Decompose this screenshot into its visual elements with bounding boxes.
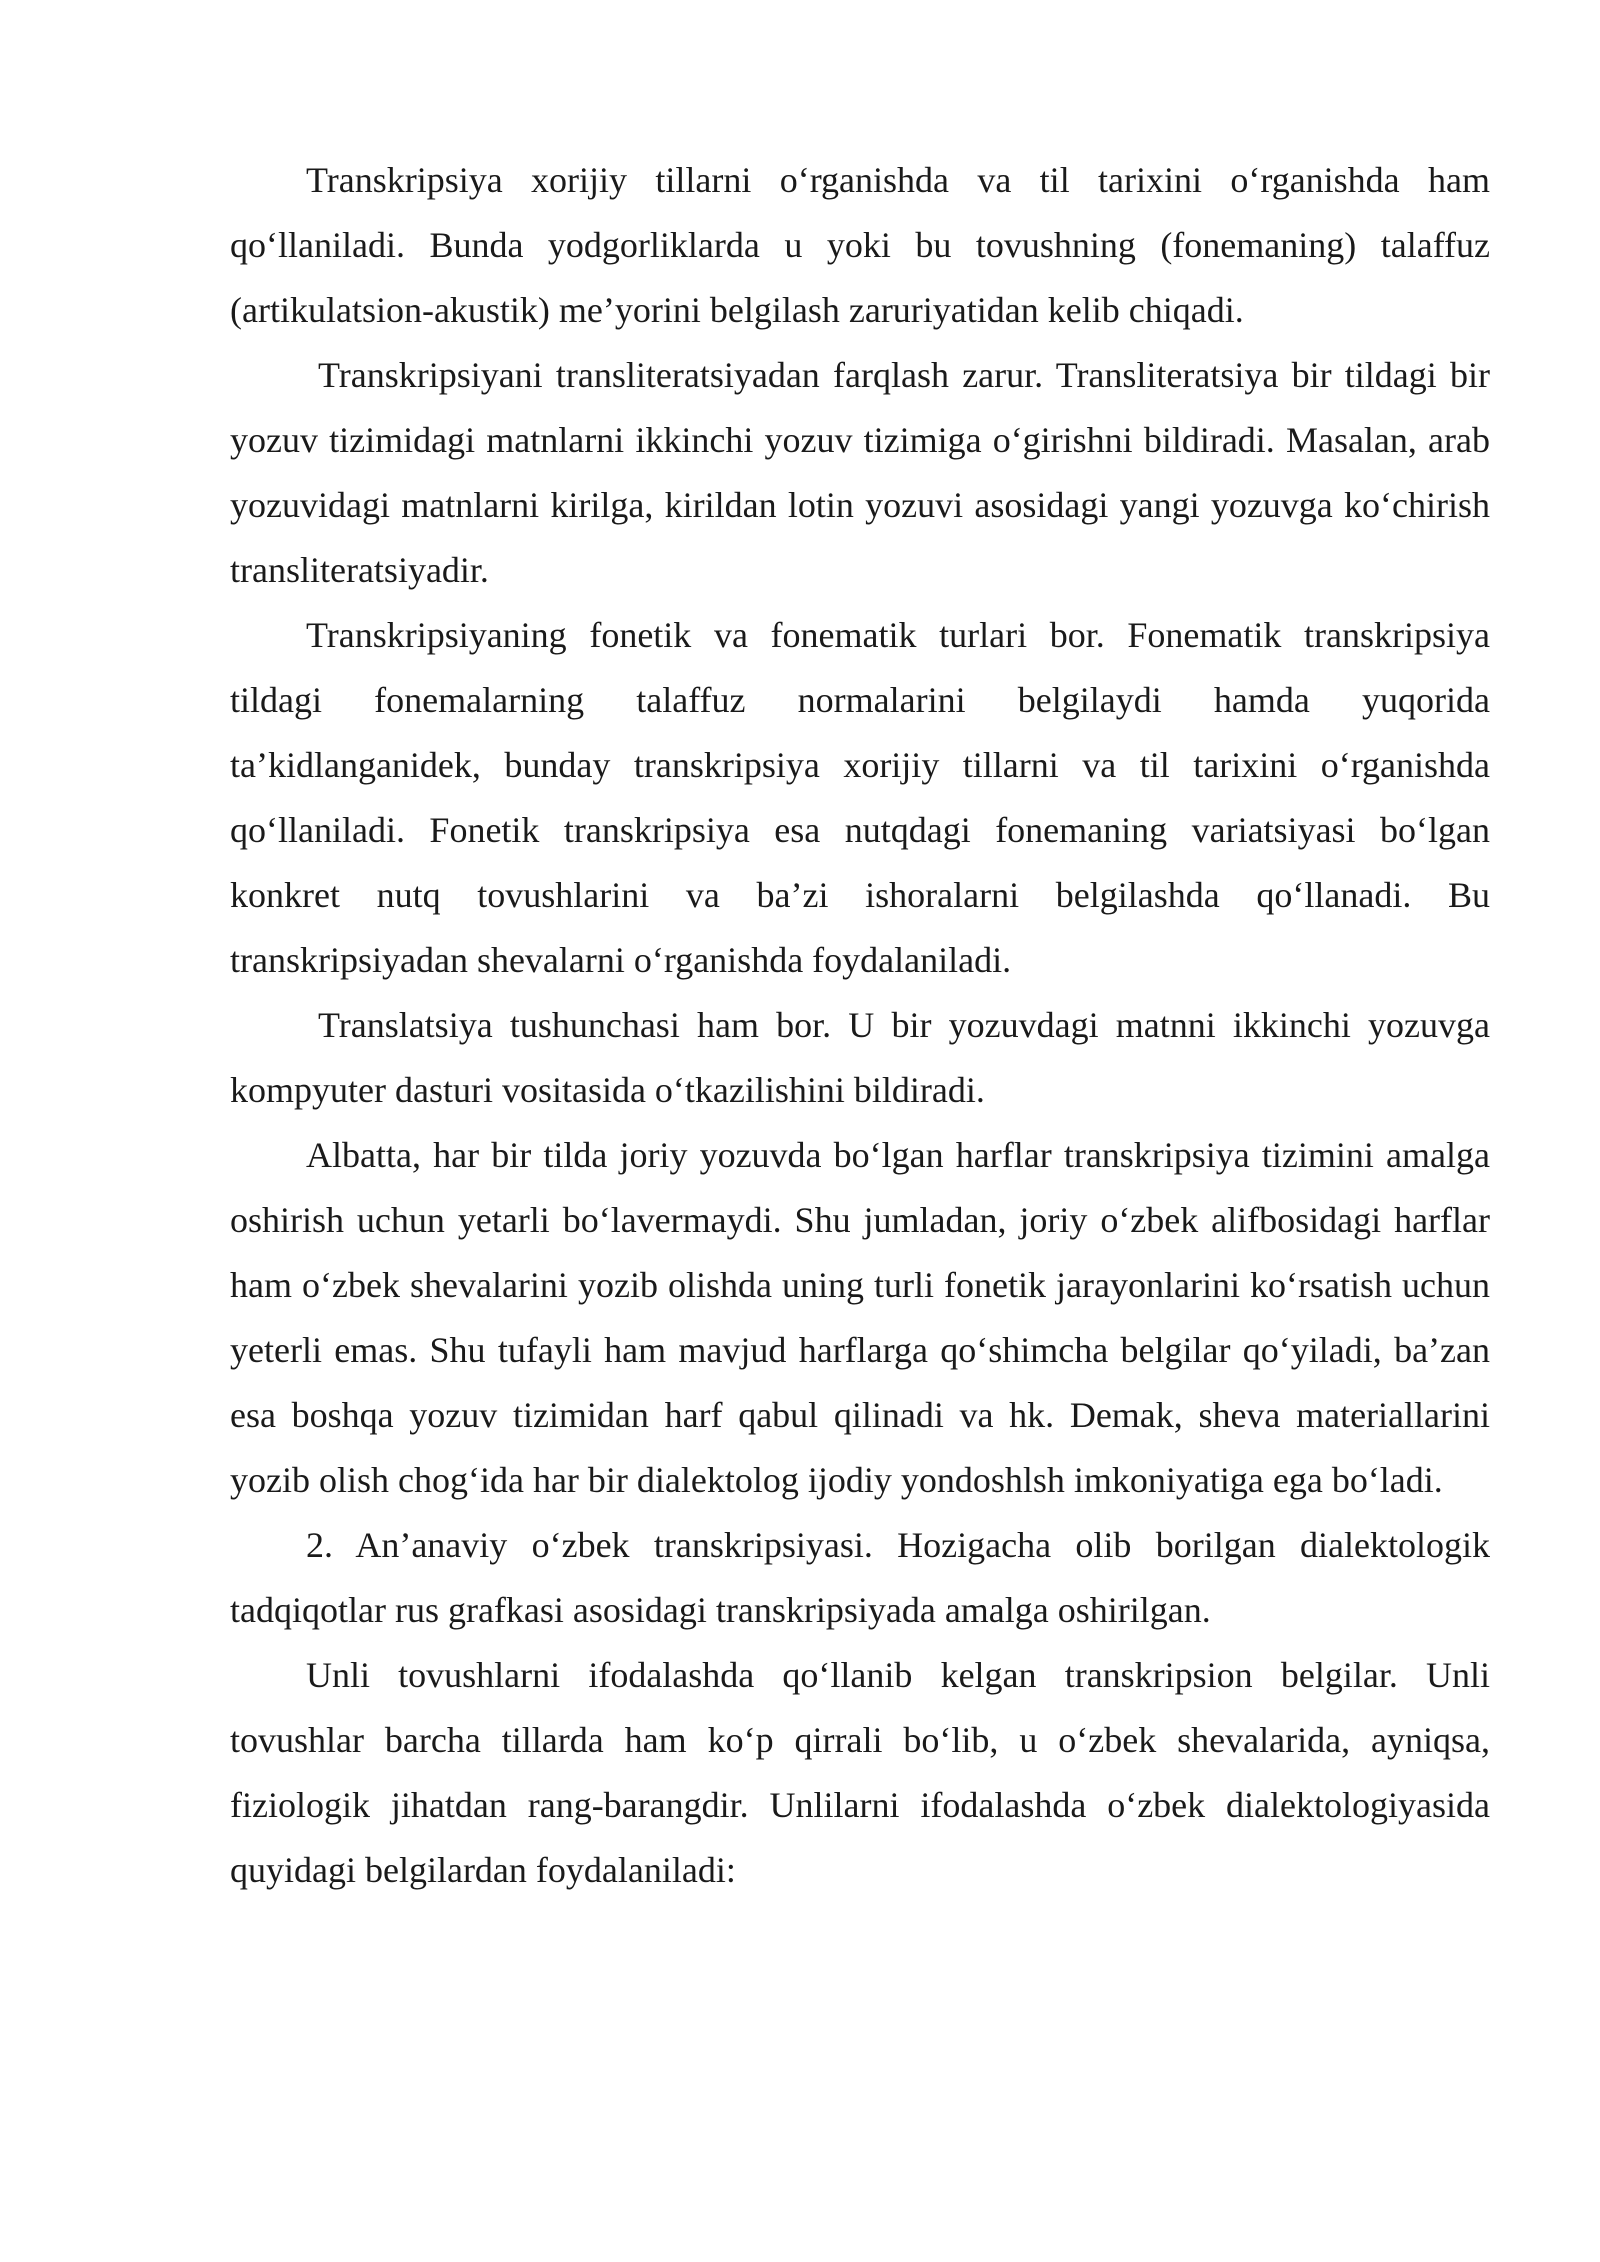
paragraph-transliteration: Transkripsiyani transliteratsiyadan farqlash zarur. Transliteratsiya bir tildagi bir yozuv tizimidagi matnlarni ikkinchi yozuv tizimiga o‘girishni bildiradi. Masalan, arab yozuvidagi matnlarni kirilga, kirildan lotin yozuvi asosidagi yangi yozuvga ko‘chirish transliteratsiyadir.: [230, 355, 1490, 590]
paragraph-vowel-symbols: Unli tovushlarni ifodalashda qo‘llanib kelgan transkripsion belgilar. Unli tovushlar barcha tillarda ham ko‘p qirrali bo‘lib, u o‘zbek shevalarida, ayniqsa, fiziologik jihatdan rang-barangdir. Unlilarni ifodalashda o‘zbek dialektologiyasida quyidagi belgilardan foydalaniladi:: [230, 1655, 1490, 1890]
paragraph-translation: Translatsiya tushunchasi ham bor. U bir yozuvdagi matnni ikkinchi yozuvga kompyuter dasturi vositasida o‘tkazilishini bildiradi.: [230, 1005, 1490, 1110]
paragraph-transcription-types: Transkripsiyaning fonetik va fonematik turlari bor. Fonematik transkripsiya tildagi fonemalarning talaffuz normalarini belgilaydi hamda yuqorida ta’kidlanganidek, bunday transkripsiya xorijiy tillarni va til tarixini o‘rganishda qo‘llaniladi. Fonetik transkripsiya esa nutqdagi fonemaning variatsiyasi bo‘lgan konkret nutq tovushlarini va ba’zi ishoralarni belgilashda qo‘llanadi. Bu transkripsiyadan shevalarni o‘rganishda foydalaniladi.: [230, 615, 1490, 980]
document-page: [230, 148, 1490, 1903]
paragraph-transcription-usage: Transkripsiya xorijiy tillarni o‘rganishda va til tarixini o‘rganishda ham qo‘llaniladi. Bunda yodgorliklarda u yoki bu tovushning (fonemaning) talaffuz (artikulatsion-akustik) me’yorini belgilash zaruriyatidan kelib chiqadi.: [230, 160, 1490, 330]
paragraph-alphabet-limits: Albatta, har bir tilda joriy yozuvda bo‘lgan harflar transkripsiya tizimini amalga oshirish uchun yetarli bo‘lavermaydi. Shu jumladan, joriy o‘zbek alifbosidagi harflar ham o‘zbek shevalarini yozib olishda uning turli fonetik jarayonlarini ko‘rsatish uchun yeterli emas. Shu tufayli ham mavjud harflarga qo‘shimcha belgilar qo‘yiladi, ba’zan esa boshqa yozuv tizimidan harf qabul qilinadi va hk. Demak, sheva materiallarini yozib olish chog‘ida har bir dialektolog ijodiy yondoshlsh imkoniyatiga ega bo‘ladi.: [230, 1135, 1490, 1500]
paragraph-traditional-transcription: 2. An’anaviy o‘zbek transkripsiyasi. Hozigacha olib borilgan dialektologik tadqiqotlar rus grafkasi asosidagi transkripsiyada amalga oshirilgan.: [230, 1525, 1490, 1630]
